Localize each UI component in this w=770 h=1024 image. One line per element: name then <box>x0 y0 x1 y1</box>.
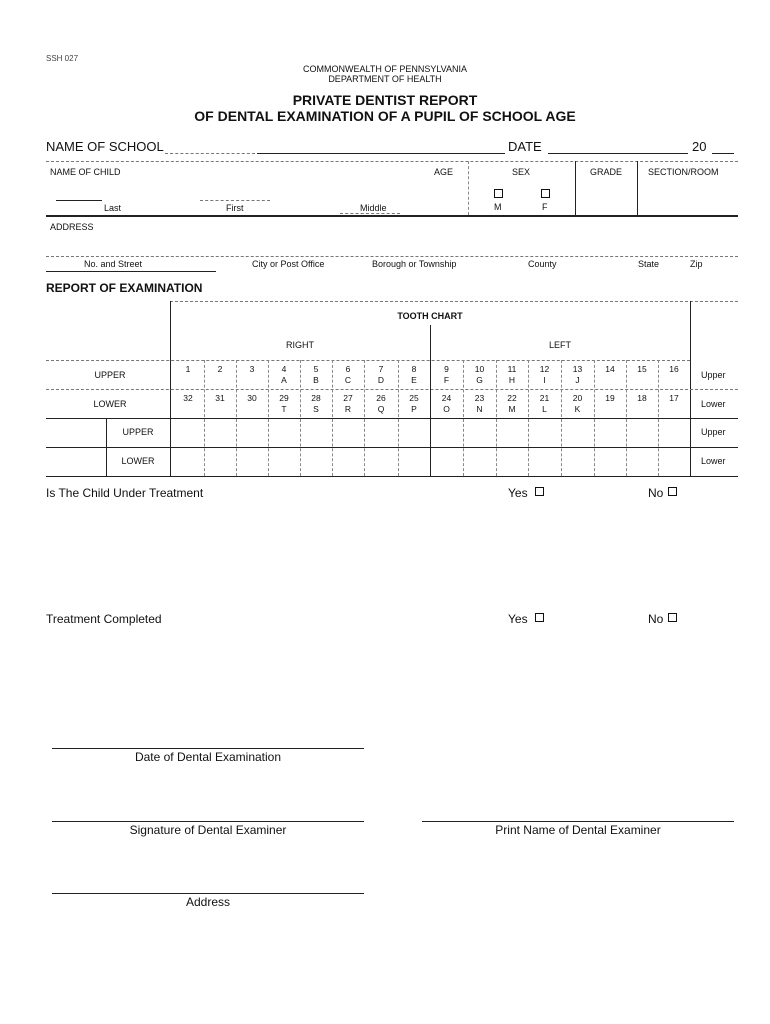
tooth-column-divider <box>236 360 237 476</box>
row-label-lower: LOWER <box>93 399 127 409</box>
address-label: ADDRESS <box>50 222 94 232</box>
exam-date-label: Date of Dental Examination <box>134 750 282 764</box>
chart-row-rule-2 <box>46 389 738 390</box>
under-treatment-yes-checkbox[interactable] <box>535 487 544 496</box>
signature-field[interactable] <box>52 821 364 822</box>
lower-tooth-number: 30 <box>247 393 257 403</box>
lower-tooth-number: 17 <box>669 393 679 403</box>
date-label: DATE <box>508 139 542 154</box>
upper-tooth-letter: A <box>281 375 287 385</box>
sex-male-label: M <box>494 202 502 212</box>
middle-label: Middle <box>360 203 387 213</box>
upper-tooth-letter: F <box>443 375 450 385</box>
lower-tooth-letter: N <box>476 404 483 414</box>
section-room-label: SECTION/ROOM <box>648 167 719 177</box>
sex-male-checkbox[interactable] <box>494 189 503 198</box>
row-label-upper: UPPER <box>94 370 126 380</box>
lower-tooth-number: 32 <box>183 393 193 403</box>
examiner-address-label: Address <box>185 895 231 909</box>
sex-divider <box>575 161 576 215</box>
upper-tooth-letter: H <box>508 375 516 385</box>
tooth-column-divider <box>430 360 431 476</box>
under-treatment-yes-label: Yes <box>508 486 528 500</box>
lower-tooth-number: 21 <box>539 393 550 403</box>
middle-name-field[interactable] <box>340 213 400 214</box>
lower-tooth-number: 19 <box>605 393 615 403</box>
tooth-column-divider <box>204 360 205 476</box>
treatment-completed-label: Treatment Completed <box>46 612 162 626</box>
first-label: First <box>226 203 244 213</box>
year-prefix: 20 <box>692 139 707 154</box>
print-name-label: Print Name of Dental Examiner <box>495 823 661 837</box>
state-label: State <box>638 259 660 269</box>
chart-row-rule-4 <box>46 447 738 448</box>
upper-tooth-number: 12 <box>539 364 550 374</box>
upper-tooth-number: 6 <box>345 364 351 374</box>
tooth-column-divider <box>398 360 399 476</box>
tooth-column-divider <box>300 360 301 476</box>
treatment-completed-no-checkbox[interactable] <box>668 613 677 622</box>
tooth-column-divider <box>561 360 562 476</box>
upper-tooth-number: 4 <box>281 364 287 374</box>
upper-tooth-letter: D <box>377 375 385 385</box>
school-underline-dashed <box>165 153 255 154</box>
name-of-child-label: NAME OF CHILD <box>50 167 121 177</box>
report-heading: REPORT OF EXAMINATION <box>46 281 203 295</box>
row-label-upper-2: UPPER <box>122 427 154 437</box>
upper-tooth-number: 15 <box>637 364 647 374</box>
lower-tooth-number: 28 <box>311 393 321 403</box>
zip-label: Zip <box>690 259 703 269</box>
tooth-column-divider <box>364 360 365 476</box>
lower-tooth-letter: O <box>443 404 450 414</box>
sex-label: SEX <box>512 167 531 177</box>
upper-tooth-number: 3 <box>249 364 255 374</box>
borough-label: Borough or Township <box>372 259 457 269</box>
treatment-completed-yes-label: Yes <box>508 612 528 626</box>
last-name-field[interactable] <box>56 200 102 201</box>
upper-tooth-number: 2 <box>217 364 223 374</box>
under-treatment-no-label: No <box>648 486 664 500</box>
tooth-column-divider <box>496 360 497 476</box>
lower-tooth-letter: L <box>542 404 547 414</box>
tooth-column-divider <box>463 360 464 476</box>
lower-tooth-number: 29 <box>279 393 289 403</box>
under-treatment-label: Is The Child Under Treatment <box>46 486 204 500</box>
treatment-completed-yes-checkbox[interactable] <box>535 613 544 622</box>
age-label: AGE <box>434 167 454 177</box>
school-name-field[interactable] <box>257 153 505 154</box>
upper-tooth-number: 10 <box>474 364 485 374</box>
upper-tooth-number: 5 <box>313 364 319 374</box>
tooth-column-divider <box>658 360 659 476</box>
upper-tooth-letter: E <box>411 375 417 385</box>
upper-tooth-letter: G <box>476 375 483 385</box>
print-name-field[interactable] <box>422 821 734 822</box>
lower-tooth-number: 24 <box>441 393 452 403</box>
city-label: City or Post Office <box>252 259 325 269</box>
upper-tooth-letter: B <box>313 375 319 385</box>
sex-female-label: F <box>542 202 548 212</box>
last-label: Last <box>104 203 122 213</box>
date-field[interactable] <box>548 153 688 154</box>
chart-row-rule-3 <box>46 418 738 419</box>
name-of-school-label: NAME OF SCHOOL <box>46 139 164 154</box>
row-label-lower-2: LOWER <box>121 456 155 466</box>
no-street-label: No. and Street <box>84 259 143 269</box>
lower-tooth-letter: P <box>411 404 417 414</box>
upper-tooth-number: 1 <box>185 364 191 374</box>
right-label: RIGHT <box>286 340 314 350</box>
grade-label: GRADE <box>590 167 623 177</box>
upper-tooth-letter: I <box>543 375 546 385</box>
child-block-bottom-rule <box>46 215 738 217</box>
child-block-top-rule <box>46 161 738 162</box>
lower-tooth-letter: S <box>313 404 319 414</box>
no-street-underline <box>46 271 216 272</box>
lower-tooth-number: 18 <box>637 393 647 403</box>
upper-tooth-number: 13 <box>572 364 583 374</box>
lower-tooth-letter: K <box>574 404 581 414</box>
form-code: SSH 027 <box>46 54 79 63</box>
lower-tooth-letter: Q <box>377 404 385 414</box>
upper-tooth-number: 8 <box>411 364 417 374</box>
lower-tooth-letter: R <box>344 404 352 414</box>
sex-female-checkbox[interactable] <box>541 189 550 198</box>
grade-divider <box>637 161 638 215</box>
upper-tooth-number: 7 <box>378 364 384 374</box>
tooth-column-divider <box>626 360 627 476</box>
examiner-address-field[interactable] <box>52 893 364 894</box>
year-field[interactable] <box>712 153 734 154</box>
treatment-completed-no-label: No <box>648 612 664 626</box>
lower-tooth-number: 20 <box>572 393 583 403</box>
first-name-field[interactable] <box>200 200 270 201</box>
form-title-line-2: OF DENTAL EXAMINATION OF A PUPIL OF SCHOOL AGE <box>194 108 576 124</box>
under-treatment-no-checkbox[interactable] <box>668 487 677 496</box>
upper-tooth-letter: J <box>575 375 580 385</box>
side-label-lower: Lower <box>701 399 726 409</box>
form-title-line-1: PRIVATE DENTIST REPORT <box>292 92 478 108</box>
age-divider <box>468 161 469 215</box>
upper-tooth-number: 11 <box>507 364 517 374</box>
agency-line-2: DEPARTMENT OF HEALTH <box>328 74 442 84</box>
upper-tooth-number: 14 <box>605 364 615 374</box>
upper-tooth-number: 16 <box>669 364 679 374</box>
tooth-column-divider <box>268 360 269 476</box>
tooth-column-divider <box>528 360 529 476</box>
county-label: County <box>528 259 557 269</box>
signature-label: Signature of Dental Examiner <box>129 823 287 837</box>
lower-tooth-number: 27 <box>343 393 353 403</box>
lower-tooth-number: 31 <box>215 393 225 403</box>
side-label-upper: Upper <box>701 370 726 380</box>
upper-tooth-letter: C <box>344 375 352 385</box>
agency-line-1: COMMONWEALTH OF PENNSYLVANIA <box>302 64 468 74</box>
lower-tooth-letter: T <box>281 404 287 414</box>
tooth-column-divider <box>332 360 333 476</box>
lower-tooth-number: 26 <box>376 393 386 403</box>
chart-row-rule-5 <box>46 476 738 477</box>
side-label-lower-2: Lower <box>701 456 726 466</box>
tooth-column-divider <box>594 360 595 476</box>
exam-date-field[interactable] <box>52 748 364 749</box>
address-field[interactable] <box>46 256 738 257</box>
chart-top-rule <box>170 301 738 302</box>
side-label-upper-2: Upper <box>701 427 726 437</box>
left-label: LEFT <box>548 340 571 350</box>
lower-tooth-letter: M <box>508 404 516 414</box>
lower-tooth-number: 22 <box>507 393 517 403</box>
lower-tooth-number: 25 <box>409 393 419 403</box>
lower-tooth-number: 23 <box>474 393 485 403</box>
upper-tooth-number: 9 <box>444 364 449 374</box>
tooth-chart-title: TOOTH CHART <box>397 311 463 321</box>
